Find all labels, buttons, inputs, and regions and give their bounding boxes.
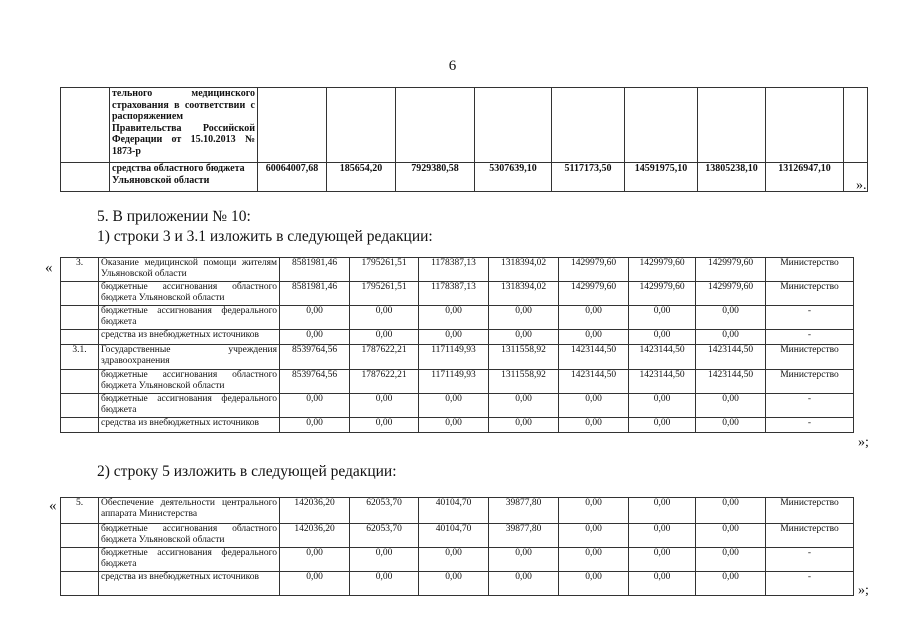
table-rows-3 (60, 257, 854, 433)
value-cell: 1423144,50 (559, 370, 629, 394)
value-cell: 39877,80 (489, 524, 559, 548)
value-cell: 0,00 (280, 394, 350, 418)
value-cell: 0,00 (696, 394, 766, 418)
value-cell: 0,00 (419, 572, 489, 596)
row-description: Оказание медицинской помощи жителям Ульяновской области (99, 258, 280, 282)
row-description: средства из внебюджетных источников (99, 572, 280, 596)
value-cell: 5117173,50 (552, 163, 625, 192)
value-cell: 1787622,21 (350, 345, 419, 370)
table-row (61, 88, 868, 163)
value-cell: 0,00 (280, 330, 350, 345)
value-cell: 0,00 (350, 548, 419, 572)
row-number: 3. (61, 258, 99, 282)
row-number (61, 524, 99, 548)
value-cell: 1423144,50 (629, 345, 696, 370)
value-cell: 0,00 (350, 330, 419, 345)
value-cell: 1318394,02 (489, 282, 559, 306)
value-cell: 62053,70 (350, 524, 419, 548)
responsible-cell: Министерство (766, 258, 854, 282)
row-description: бюджетные ассигнования областного бюджета Ульяновской области (99, 524, 280, 548)
value-cell: 8539764,56 (280, 370, 350, 394)
value-cell: 8581981,46 (280, 282, 350, 306)
responsible-cell: Министерство (766, 370, 854, 394)
closing-quote: ». (856, 178, 867, 193)
responsible-cell: Министерство (766, 345, 854, 370)
value-cell: 142036,20 (280, 524, 350, 548)
heading-appendix: 5. В приложении № 10: (97, 208, 251, 225)
value-cell: 1423144,50 (629, 370, 696, 394)
responsible-cell: - (766, 418, 854, 433)
value-cell: 0,00 (559, 498, 629, 524)
value-cell: 1795261,51 (350, 282, 419, 306)
value-cell: 0,00 (559, 306, 629, 330)
row-description: бюджетные ассигнования федерального бюджета (99, 394, 280, 418)
table-row (61, 370, 854, 394)
value-cell: 1429979,60 (696, 258, 766, 282)
value-cell: 0,00 (559, 572, 629, 596)
value-cell: 1423144,50 (559, 345, 629, 370)
value-cell: 0,00 (696, 524, 766, 548)
value-cell: 0,00 (489, 394, 559, 418)
row-description: средства областного бюджета Ульяновской области (110, 163, 258, 192)
table-row (61, 306, 854, 330)
value-cell: 39877,80 (489, 498, 559, 524)
value-cell: 0,00 (629, 524, 696, 548)
row-description: бюджетные ассигнования областного бюджета Ульяновской области (99, 282, 280, 306)
responsible-cell: Министерство (766, 282, 854, 306)
table-row (61, 548, 854, 572)
value-cell: 0,00 (419, 330, 489, 345)
value-cell: 1423144,50 (696, 345, 766, 370)
row-number (61, 418, 99, 433)
value-cell: 0,00 (696, 330, 766, 345)
value-cell: 0,00 (629, 394, 696, 418)
value-cell: 8581981,46 (280, 258, 350, 282)
value-cell: 0,00 (280, 418, 350, 433)
value-cell: 0,00 (696, 572, 766, 596)
table-row-5 (60, 497, 854, 596)
heading-row-5: 2) строку 5 изложить в следующей редакции: (97, 463, 397, 480)
row-description: Государственные учреждения здравоохранения (99, 345, 280, 370)
row-description: тельного медицинского страхования в соответствии с распоряжением Правительства Российской Федерации от 15.10.2013 № 1873-р (110, 88, 258, 163)
value-cell: 0,00 (629, 418, 696, 433)
value-cell: 1178387,13 (419, 258, 489, 282)
value-cell: 14591975,10 (625, 163, 698, 192)
value-cell: 1423144,50 (696, 370, 766, 394)
table-row (61, 163, 868, 192)
table-row (61, 282, 854, 306)
value-cell: 0,00 (419, 306, 489, 330)
value-cell: 0,00 (489, 330, 559, 345)
value-cell: 0,00 (696, 306, 766, 330)
value-cell: 62053,70 (350, 498, 419, 524)
table-row (61, 345, 854, 370)
table-row (61, 330, 854, 345)
value-cell: 40104,70 (419, 524, 489, 548)
value-cell: 0,00 (559, 548, 629, 572)
value-cell: 0,00 (350, 572, 419, 596)
row-number (61, 370, 99, 394)
row-description: бюджетные ассигнования областного бюджета Ульяновской области (99, 370, 280, 394)
opening-quote: « (45, 260, 53, 276)
table-row (61, 498, 854, 524)
table-row (61, 258, 854, 282)
row-number (61, 282, 99, 306)
value-cell: 0,00 (629, 498, 696, 524)
value-cell: 13805238,10 (698, 163, 766, 192)
value-cell: 0,00 (629, 330, 696, 345)
value-cell: 0,00 (696, 498, 766, 524)
responsible-cell: - (766, 572, 854, 596)
row-number (61, 330, 99, 345)
value-cell: 13126947,10 (766, 163, 844, 192)
value-cell: 0,00 (350, 394, 419, 418)
value-cell: 0,00 (559, 330, 629, 345)
responsible-cell: Министерство (766, 524, 854, 548)
table-row (61, 418, 854, 433)
row-number (61, 548, 99, 572)
row-number (61, 572, 99, 596)
value-cell: 0,00 (280, 548, 350, 572)
value-cell: 0,00 (350, 306, 419, 330)
value-cell: 7929380,58 (396, 163, 475, 192)
value-cell: 0,00 (489, 548, 559, 572)
table-row (61, 524, 854, 548)
value-cell: 0,00 (489, 306, 559, 330)
value-cell: 1787622,21 (350, 370, 419, 394)
value-cell: 5307639,10 (475, 163, 552, 192)
value-cell: 0,00 (629, 306, 696, 330)
responsible-cell: - (766, 330, 854, 345)
value-cell: 1429979,60 (629, 258, 696, 282)
value-cell: 142036,20 (280, 498, 350, 524)
value-cell: 0,00 (419, 548, 489, 572)
row-number: 3.1. (61, 345, 99, 370)
table-row (61, 572, 854, 596)
page-number: 6 (448, 58, 457, 74)
value-cell: 0,00 (489, 418, 559, 433)
responsible-cell: - (766, 548, 854, 572)
value-cell: 0,00 (696, 548, 766, 572)
responsible-cell: - (766, 394, 854, 418)
row-description: бюджетные ассигнования федерального бюджета (99, 548, 280, 572)
responsible-cell: Министерство (766, 498, 854, 524)
row-number (61, 394, 99, 418)
value-cell: 0,00 (489, 572, 559, 596)
table-continuation (60, 87, 868, 192)
value-cell: 0,00 (559, 524, 629, 548)
value-cell: 40104,70 (419, 498, 489, 524)
heading-rows-3: 1) строки 3 и 3.1 изложить в следующей редакции: (97, 228, 433, 245)
value-cell: 1171149,93 (419, 345, 489, 370)
value-cell: 0,00 (280, 572, 350, 596)
responsible-cell: - (766, 306, 854, 330)
value-cell: 8539764,56 (280, 345, 350, 370)
row-description: средства из внебюджетных источников (99, 330, 280, 345)
value-cell: 0,00 (629, 548, 696, 572)
value-cell: 0,00 (696, 418, 766, 433)
value-cell: 1171149,93 (419, 370, 489, 394)
value-cell: 0,00 (419, 418, 489, 433)
row-description: бюджетные ассигнования федерального бюджета (99, 306, 280, 330)
value-cell: 1311558,92 (489, 370, 559, 394)
value-cell: 0,00 (419, 394, 489, 418)
row-number: 5. (61, 498, 99, 524)
value-cell: 0,00 (559, 418, 629, 433)
value-cell: 185654,20 (327, 163, 396, 192)
value-cell: 0,00 (559, 394, 629, 418)
value-cell: 0,00 (350, 418, 419, 433)
value-cell: 1429979,60 (559, 258, 629, 282)
value-cell: 1429979,60 (559, 282, 629, 306)
value-cell: 0,00 (629, 572, 696, 596)
row-description: средства из внебюджетных источников (99, 418, 280, 433)
value-cell: 1795261,51 (350, 258, 419, 282)
value-cell: 1429979,60 (696, 282, 766, 306)
opening-quote: « (49, 498, 57, 514)
row-number (61, 306, 99, 330)
closing-quote: »; (858, 583, 869, 598)
row-description: Обеспечение деятельности центрального аппарата Министерства (99, 498, 280, 524)
value-cell: 1178387,13 (419, 282, 489, 306)
value-cell: 1318394,02 (489, 258, 559, 282)
table-row (61, 394, 854, 418)
value-cell: 0,00 (280, 306, 350, 330)
value-cell: 1311558,92 (489, 345, 559, 370)
closing-quote: »; (858, 435, 869, 450)
value-cell: 1429979,60 (629, 282, 696, 306)
value-cell: 60064007,68 (258, 163, 327, 192)
